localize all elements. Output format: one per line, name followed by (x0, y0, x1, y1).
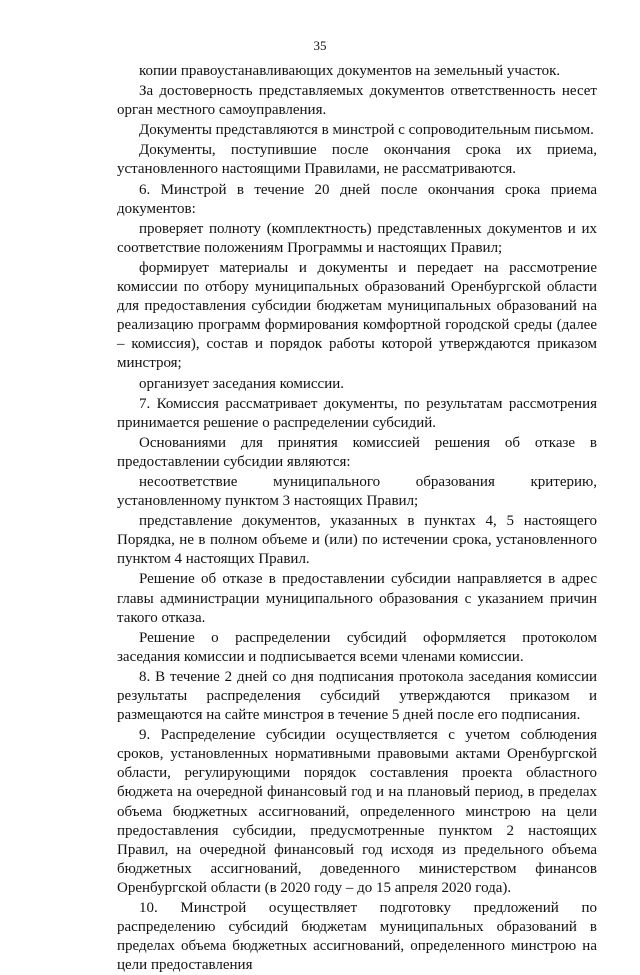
paragraph: Решение о распределении субсидий оформляется протоколом заседания комиссии и подписывается всеми членами комиссии. (117, 629, 597, 665)
paragraph: Решение об отказе в предоставлении субсидии направляется в адрес главы администрации муниципального образования с указанием причин такого отказа. (117, 571, 597, 626)
paragraph: 10. Минстрой осуществляет подготовку предложений по распределению субсидий бюджетам муниципальных образований в пределах объема бюджетных ассигнований, определенного минстрою на цели предоставления (117, 900, 597, 974)
paragraph: копии правоустанавливающих документов на земельный участок. (139, 63, 561, 79)
document-body (117, 62, 597, 975)
paragraph: организует заседания комиссии. (139, 375, 344, 392)
paragraph: представление документов, указанных в пунктах 4, 5 настоящего Порядка, не в полном объеме и (или) по истечении срока, установленного пунктом 4 настоящих Правил. (117, 513, 597, 568)
page-number: 35 (313, 38, 327, 53)
paragraph: проверяет полноту (комплектность) представленных документов и их соответствие положениям Программы и настоящих Правил; (117, 220, 597, 256)
paragraph: Основаниями для принятия комиссией решения об отказе в предоставлении субсидии являются: (117, 434, 597, 470)
paragraph: За достоверность представляемых документов ответственность несет орган местного самоуправления. (117, 83, 597, 119)
paragraph: 8. В течение 2 дней со дня подписания протокола заседания комиссии результаты распределения субсидий утверждаются приказом и размещаются на сайте минстроя в течение 5 дней после его подписания. (117, 668, 597, 724)
paragraph: Документы, поступившие после окончания срока их приема, установленного настоящими Правилами, не рассматриваются. (117, 142, 597, 178)
paragraph: 6. Минстрой в течение 20 дней после окончания срока приема документов: (117, 181, 597, 217)
paragraph: 7. Комиссия рассматривает документы, по результатам рассмотрения принимается решение о распределении субсидий. (117, 395, 597, 431)
paragraph: несоответствие муниципального образования критерию, установленному пунктом 3 настоящих Правил; (117, 473, 597, 510)
paragraph: Документы представляются в минстрой с сопроводительным письмом. (139, 122, 594, 139)
paragraph: 9. Распределение субсидии осуществляется с учетом соблюдения сроков, установленных нормативными правовыми актами Оренбургской области, регулирующими порядок составления проекта областного бюджета на очередной финансовый год и на плановый период, в пределах объема бюджетных ассигнований, определенного минстрою на цели предоставления субсидии, предусмотренные пунктом 2 настоящих Правил, на очередной финансовый год исходя из предельного объема бюджетных ассигнований, доведенного министерством финансов Оренбургской области (в 2020 году – до 15 апреля 2020 года). (117, 727, 597, 896)
paragraph: формирует материалы и документы и передает на рассмотрение комиссии по отбору муниципальных образований Оренбургской области для предоставления субсидии бюджетам муниципальных образований на реализацию программ формирования комфортной городской среды (далее – комиссия), состав и порядок работы которой утверждаются приказом минстроя; (117, 259, 597, 372)
